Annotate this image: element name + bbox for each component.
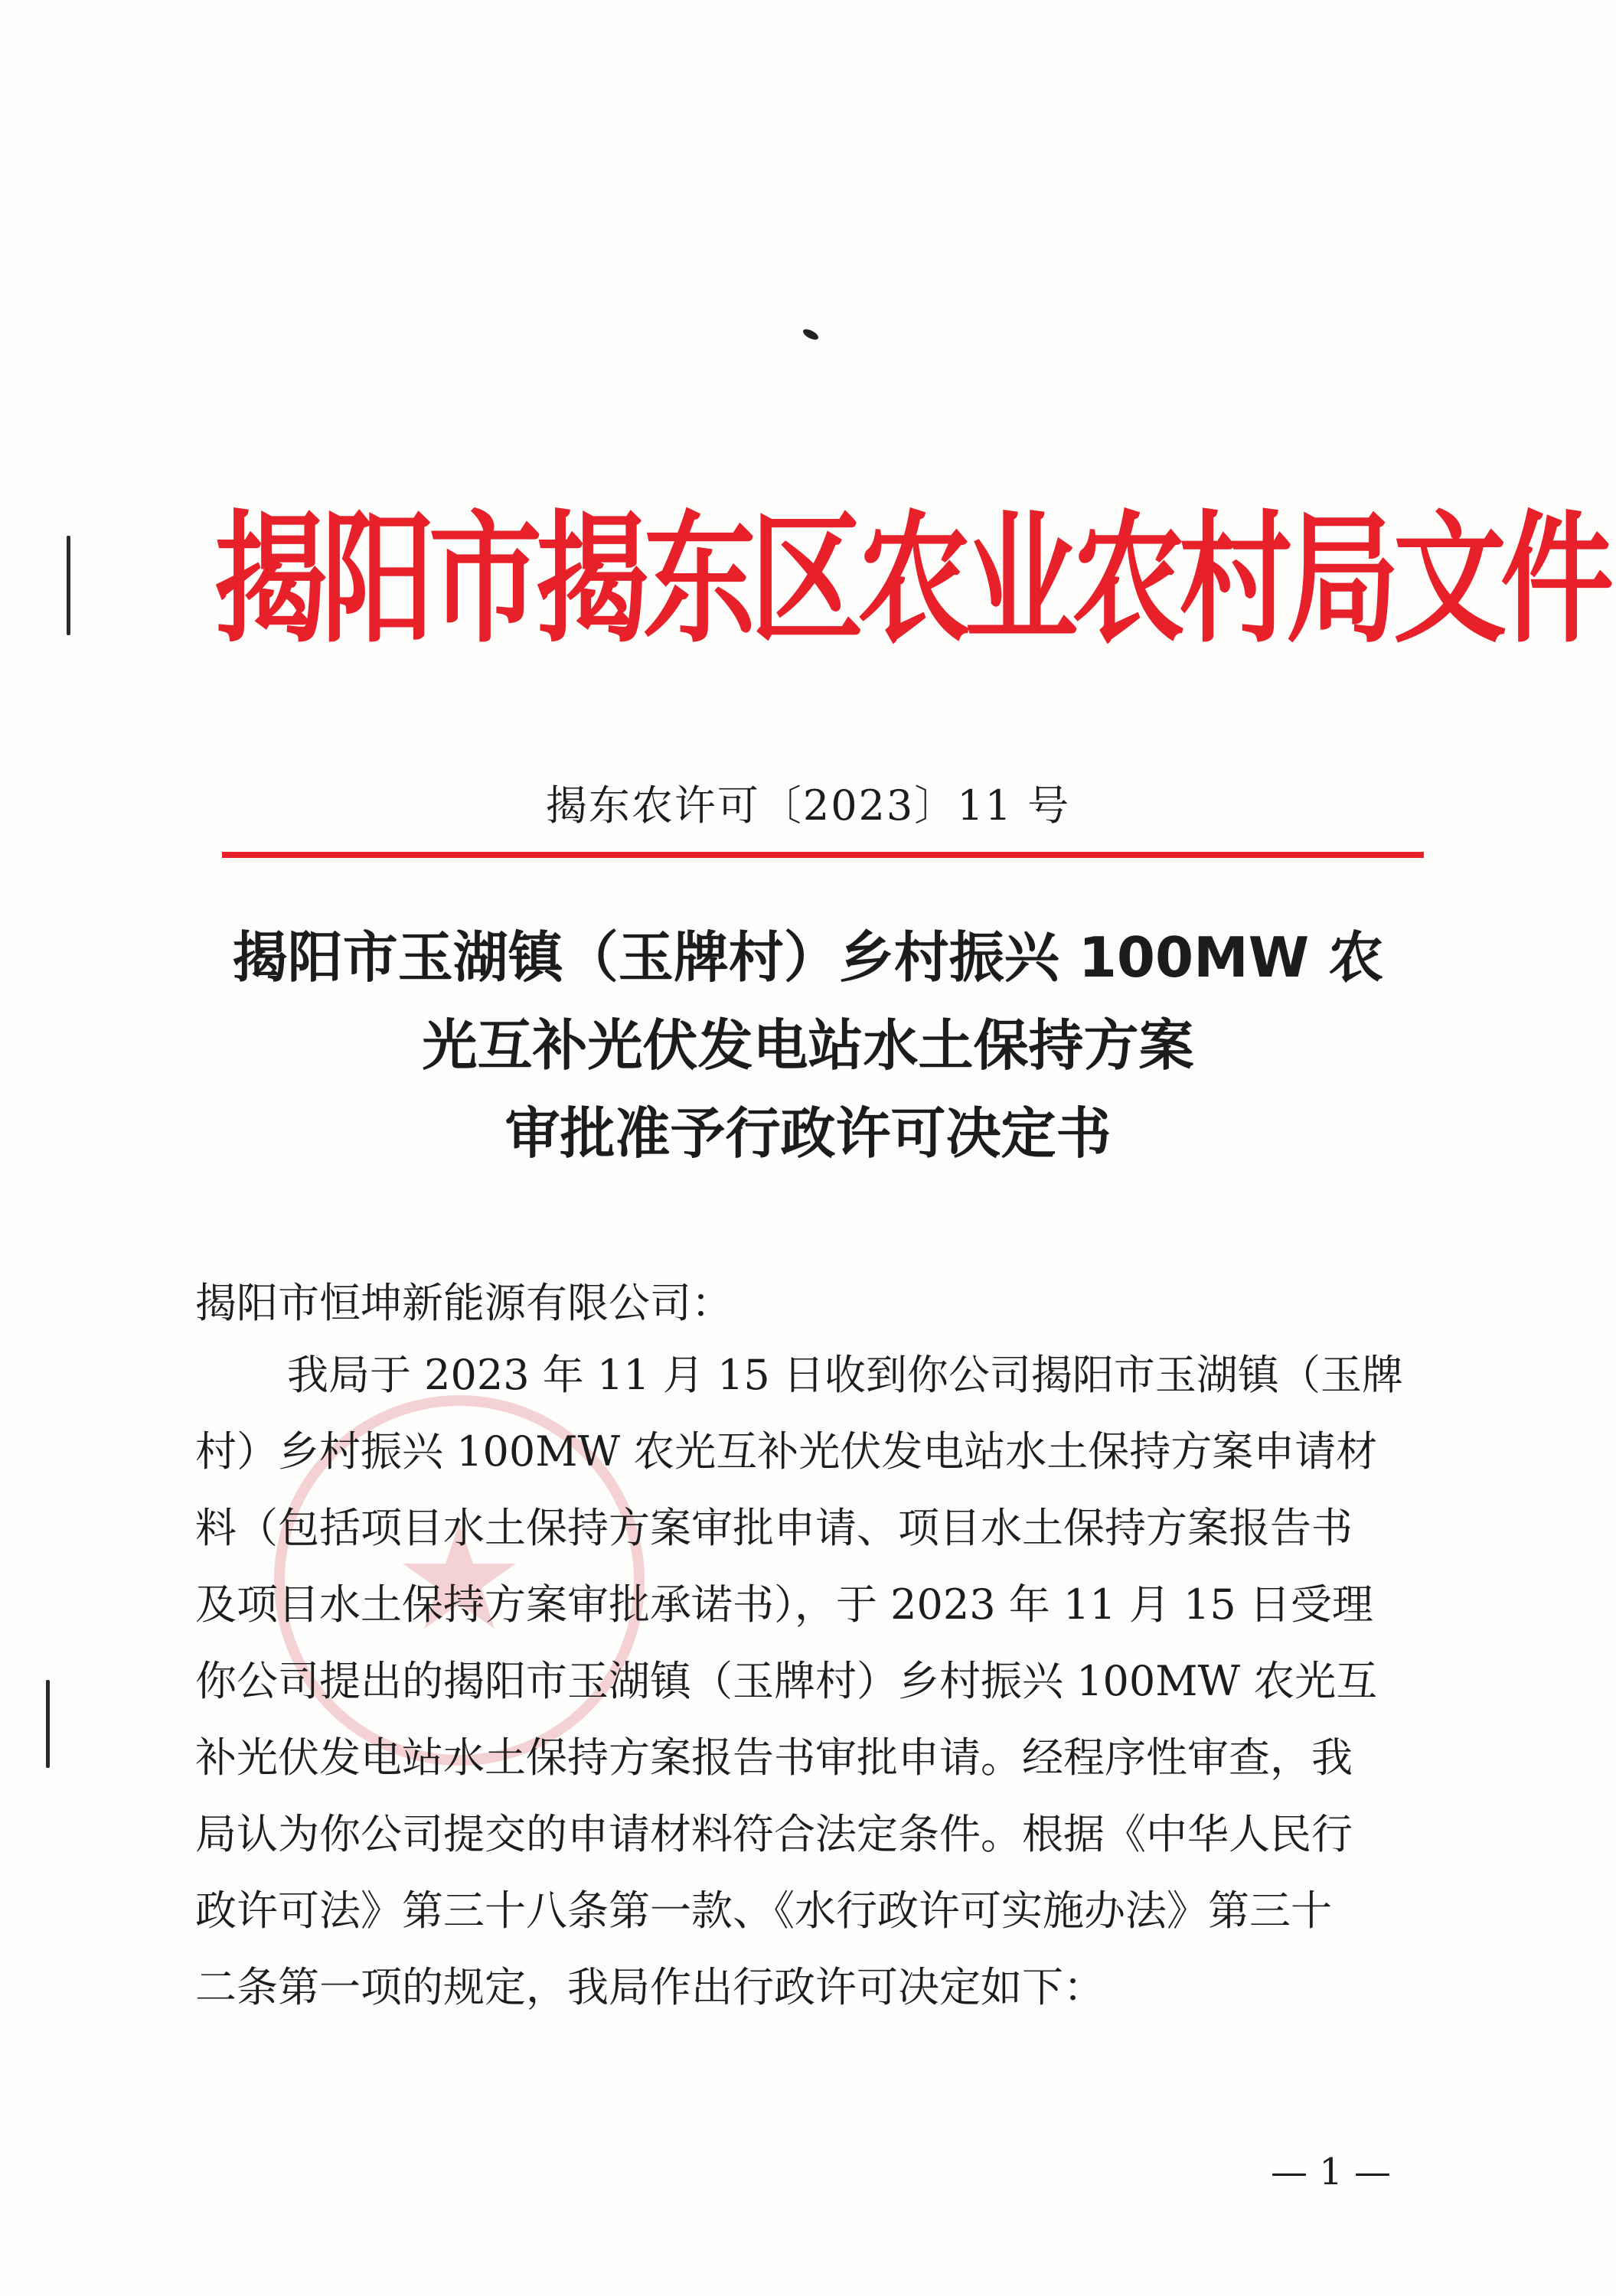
body-line: 局认为你公司提交的申请材料符合法定条件。根据《中华人民行 [195,1810,1353,1858]
page-number: — 1 — [1271,2151,1392,2193]
title-line-3: 审批准予行政许可决定书 [504,1101,1112,1166]
body-line: 政许可法》第三十八条第一款、《水行政许可实施办法》第三十 [195,1887,1332,1935]
addressee: 揭阳市恒坤新能源有限公司： [195,1279,733,1327]
binding-mark [46,1680,50,1768]
red-divider-line [222,852,1424,858]
issuer-heading: 揭阳市揭东区农业农村局文件 [214,497,1608,662]
body-line: 及项目水土保持方案审批承诺书），于 2023 年 11 月 15 日受理 [195,1580,1373,1629]
binding-mark [67,536,70,635]
document-number: 揭东农许可〔2023〕11 号 [545,781,1071,830]
body-line: 补光伏发电站水土保持方案报告书审批申请。经程序性审查，我 [195,1733,1353,1782]
title-line-1: 揭阳市玉湖镇（玉牌村）乡村振兴 100MW 农 [232,925,1384,990]
title-line-2: 光互补光伏发电站水土保持方案 [422,1013,1194,1078]
body-line: 你公司提出的揭阳市玉湖镇（玉牌村）乡村振兴 100MW 农光互 [195,1657,1378,1705]
body-line: 村）乡村振兴 100MW 农光互补光伏发电站水土保持方案申请材 [195,1427,1378,1476]
body-line: 我局于 2023 年 11 月 15 日收到你公司揭阳市玉湖镇（玉牌 [287,1351,1403,1399]
ink-tick-mark [801,327,820,341]
body-line: 料（包括项目水土保持方案审批申请、项目水土保持方案报告书 [195,1504,1353,1552]
body-line: 二条第一项的规定，我局作出行政许可决定如下： [195,1963,1105,2011]
